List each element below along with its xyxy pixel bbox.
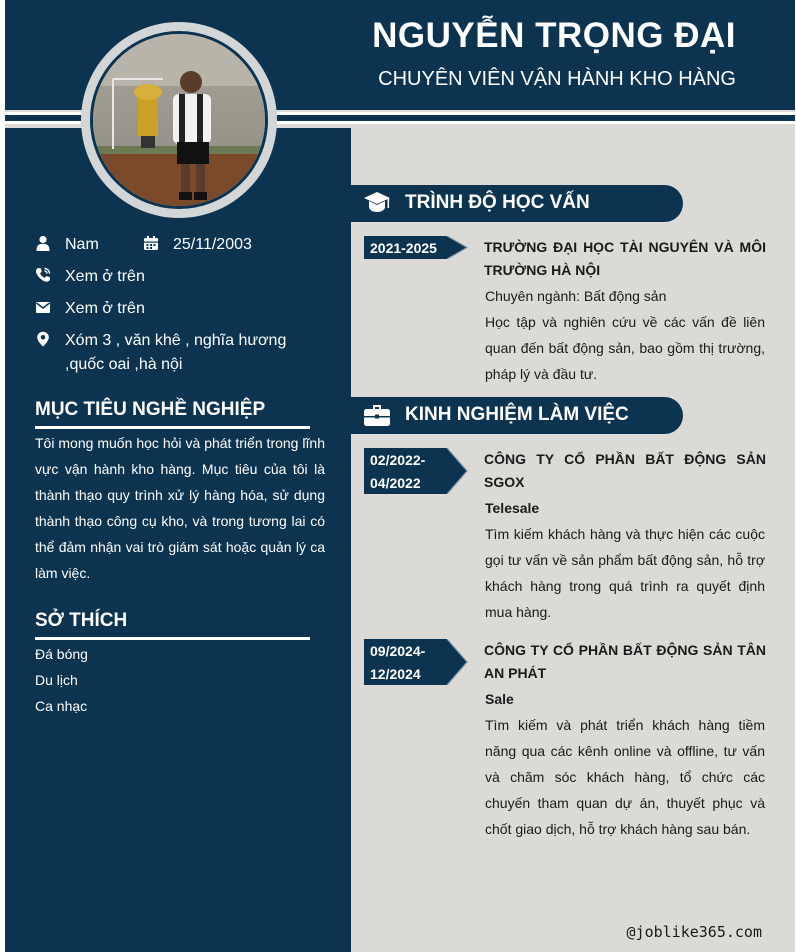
- avatar-frame: [81, 22, 277, 218]
- user-icon: [35, 235, 51, 251]
- avatar-photo: [93, 34, 265, 206]
- experience-description: Tìm kiếm khách hàng và thực hiện các cuộc gọi tư vấn về sản phẩm bất động sản, hỗ trợ khách hàng trong quá trình ra quyết định mua hàng.: [485, 526, 765, 620]
- experience-date-tag: 09/2024- 12/2024: [364, 639, 468, 685]
- experience-date-tag: 02/2022- 04/2022: [364, 448, 468, 494]
- email-icon: [35, 299, 51, 315]
- career-goal-title: MỤC TIÊU NGHỀ NGHIỆP: [35, 399, 266, 420]
- experience-description: Tìm kiếm và phát triển khách hàng tiềm năng qua các kênh online và offline, tư vấn và chăm sóc khách hàng, tổ chức các chuyến tham quan dự án, thuyết phục và chốt giao dịch, hỗ trợ khách hàng sau bán.: [485, 717, 765, 837]
- graduation-cap-icon: [363, 190, 391, 216]
- avatar: [90, 31, 268, 209]
- career-goal-text: Tôi mong muốn học hỏi và phát triển trong lĩnh vực vận hành kho hàng. Mục tiêu của tôi là thành thạo quy trình xử lý hàng hóa, sử dụng thành thạo công cụ kho, và trong tương lai có thể đảm nhận vai trò giám sát hoặc quản lý ca làm việc.: [35, 435, 325, 581]
- candidate-name: NGUYỄN TRỌNG ĐẠI: [372, 16, 736, 55]
- hobby-item: Đá bóng: [35, 646, 88, 662]
- hobbies-title: SỞ THÍCH: [35, 610, 128, 631]
- experience-company: CÔNG TY CỔ PHẦN BẤT ĐỘNG SẢN SGOX: [484, 451, 766, 490]
- hobby-item: Du lịch: [35, 672, 78, 688]
- education-description: Học tập và nghiên cứu về các vấn đề liên quan đến bất động sản, bao gồm thị trường, pháp lý và đầu tư.: [485, 314, 765, 382]
- experience-position: Telesale: [485, 500, 540, 516]
- calendar-icon: [143, 235, 159, 251]
- location-icon: [35, 331, 51, 347]
- education-major: Chuyên ngành: Bất động sản: [485, 288, 667, 304]
- cv-page: NGUYỄN TRỌNG ĐẠI CHUYÊN VIÊN VẬN HÀNH KHO HÀNG Nam 25/11/2003 Xem ở trên Xem ở trên Xóm 3 , văn khê , nghĩa hương ,quốc oai ,hà nội MỤC TIÊU NGHỀ NGHIỆP Tôi mong muốn học hỏi và phát triển trong lĩnh vực vận hành kho hàng. Mục tiêu của tôi là thành thạo quy trình xử lý hàng hóa, sử dụng thành thạo công cụ kho, và trong tương lai có thể đảm nhận vai trò giám sát hoặc quản lý ca làm việc. SỞ THÍCH Đá bóng Du lịch Ca nhạc TRÌNH ĐỘ HỌC VẤN 2021-2025 TRƯỜNG ĐẠI HỌC TÀI NGUYÊN VÀ MÔI TRƯỜNG HÀ NỘI Chuyên ngành: Bất động sản Học tập và nghiên cứu về các vấn đề liên quan đến bất động sản, bao gồm thị trường, pháp lý và đầu tư. KINH NGHIỆM LÀM VIỆC 02/2022- 04/2022 CÔNG TY CỔ PHẦN BẤT ĐỘNG SẢN SGOX Telesale Tìm kiếm khách hàng và thực hiện các cuộc gọi tư vấn về sản phẩm bất động sản, hỗ trợ khách hàng trong quá trình ra quyết định mua hàng. 09/2024- 12/2024 CÔNG TY CỔ PHẦN BẤT ĐỘNG SẢN TÂN AN PHÁT Sale Tìm kiếm và phát triển khách hàng tiềm năng qua các kênh online và offline, tư vấn và chăm sóc khách hàng, tổ chức các chuyến tham quan dự án, thuyết phục và chốt giao dịch, hỗ trợ khách hàng sau bán. @joblike365.com: [5, 0, 795, 952]
- hobby-item: Ca nhạc: [35, 698, 88, 714]
- experience-section-header: KINH NGHIỆM LÀM VIỆC: [351, 397, 683, 434]
- education-date-tag: 2021-2025: [364, 236, 468, 259]
- hobbies-underline: [35, 637, 310, 640]
- briefcase-icon: [363, 402, 391, 428]
- footer-watermark: @joblike365.com: [626, 923, 762, 941]
- experience-company: CÔNG TY CỔ PHẦN BẤT ĐỘNG SẢN TÂN AN PHÁT: [484, 642, 766, 681]
- education-section-header: TRÌNH ĐỘ HỌC VẤN: [351, 185, 683, 222]
- candidate-job-title: CHUYÊN VIÊN VẬN HÀNH KHO HÀNG: [378, 68, 736, 90]
- experience-position: Sale: [485, 691, 514, 707]
- career-goal-underline: [35, 426, 310, 429]
- education-school: TRƯỜNG ĐẠI HỌC TÀI NGUYÊN VÀ MÔI TRƯỜNG HÀ NỘI: [484, 239, 766, 278]
- phone-icon: [35, 267, 51, 283]
